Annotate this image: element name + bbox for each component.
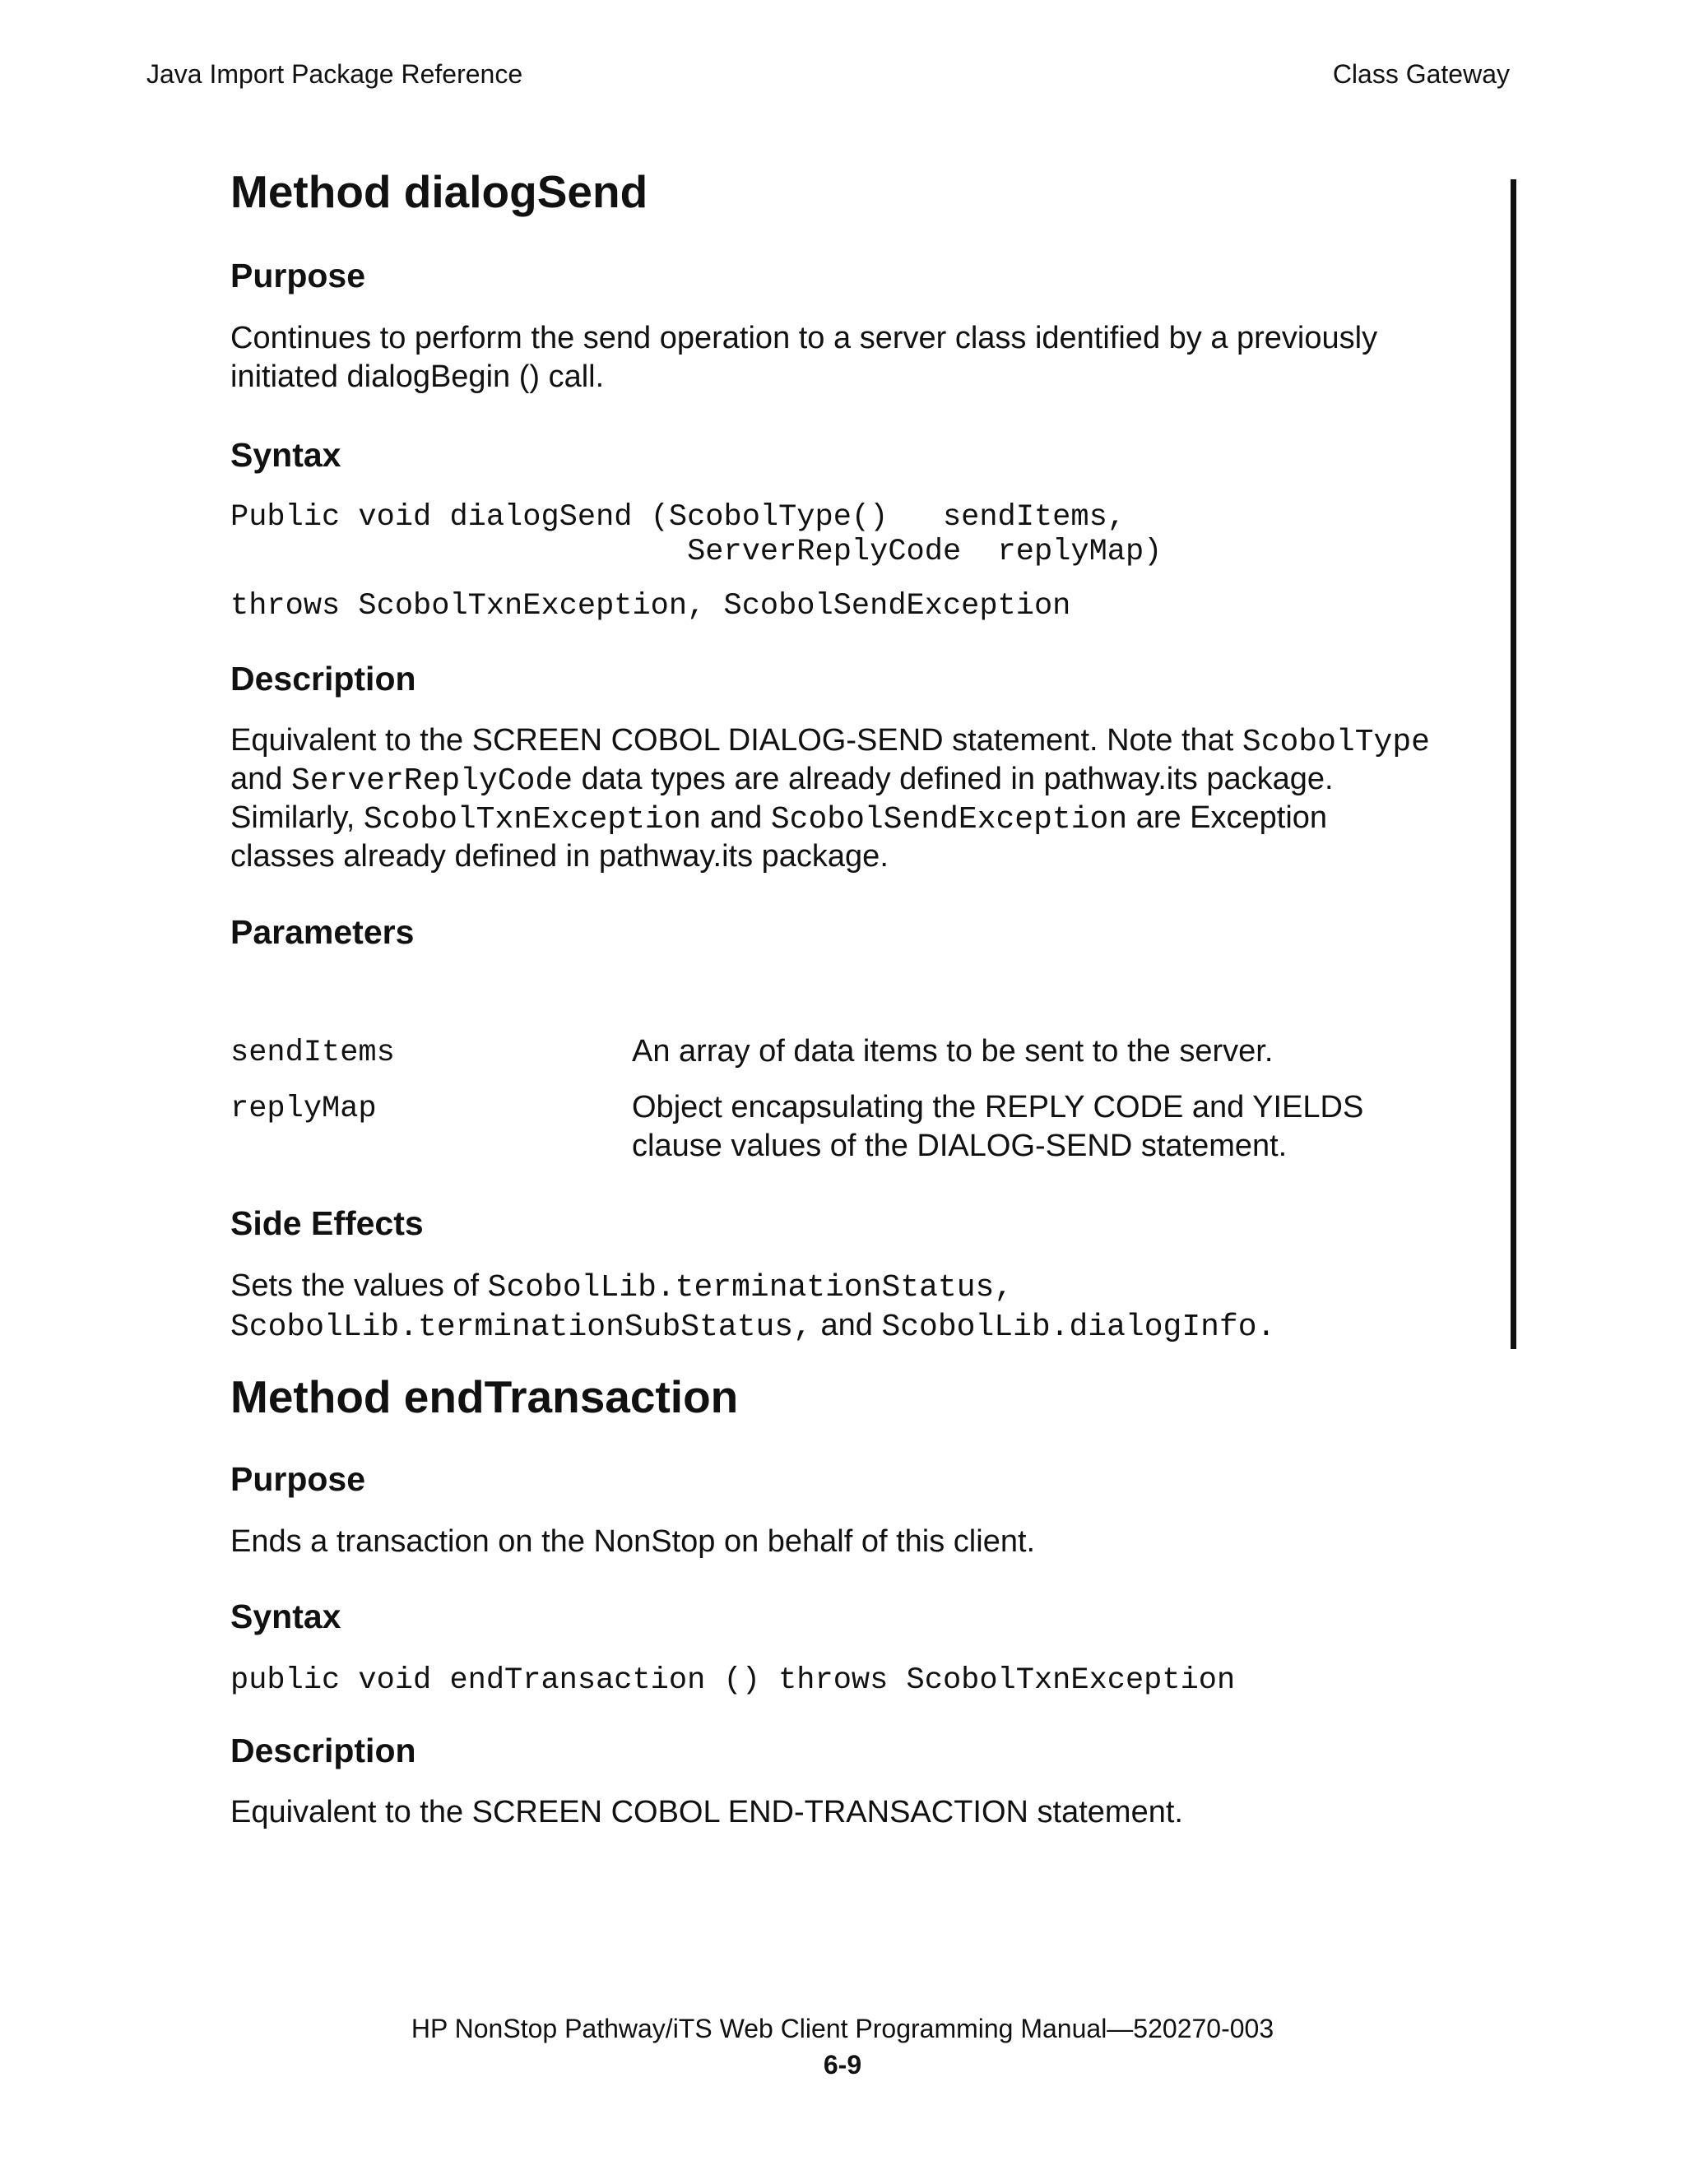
syntax-heading-endtransaction: Syntax <box>230 1597 341 1635</box>
code-scoboltxnexception: ScobolTxnException <box>363 802 702 837</box>
purpose-text-line2: initiated dialogBegin () call. <box>230 359 605 394</box>
description-text-endtransaction: Equivalent to the SCREEN COBOL END-TRANSACTION statement. <box>230 1795 1183 1829</box>
footer-page-number: 6-9 <box>823 2050 862 2080</box>
param-name-replymap: replyMap <box>230 1092 377 1126</box>
param-name-senditems: sendItems <box>230 1036 395 1070</box>
side-effects-line1: Sets the values of ScobolLib.terminationStatus, <box>230 1268 1014 1305</box>
code-scoboltype: ScobolType <box>1242 725 1430 760</box>
code-terminationstatus: ScobolLib.terminationStatus <box>487 1270 995 1305</box>
code-serverreplycode: ServerReplyCode <box>290 763 573 799</box>
syntax-code-line3: throws ScobolTxnException, ScobolSendException <box>230 589 1071 624</box>
syntax-heading: Syntax <box>230 436 341 474</box>
purpose-heading: Purpose <box>230 257 366 294</box>
param-desc-senditems: An array of data items to be sent to the server. <box>632 1034 1274 1069</box>
syntax-code-endtransaction: public void endTransaction () throws ScobolTxnException <box>230 1663 1236 1698</box>
code-scobolsendexception: ScobolSendException <box>770 802 1128 837</box>
purpose-heading-endtransaction: Purpose <box>230 1460 366 1498</box>
description-line3: Similarly, ScobolTxnException and ScobolSendException are Exception <box>230 800 1328 837</box>
description-line4: classes already defined in pathway.its package. <box>230 839 889 874</box>
description-heading-endtransaction: Description <box>230 1732 416 1769</box>
running-header-right: Class Gateway <box>1332 59 1510 89</box>
code-terminationsubstatus: ScobolLib.terminationSubStatus, <box>230 1310 812 1345</box>
code-dialoginfo: ScobolLib.dialogInfo <box>881 1310 1257 1345</box>
syntax-code-line2: ServerReplyCode replyMap) <box>230 535 1163 569</box>
footer-manual-title: HP NonStop Pathway/iTS Web Client Programming Manual—520270-003 <box>411 2014 1274 2043</box>
description-line2: and ServerReplyCode data types are already defined in pathway.its package. <box>230 762 1334 799</box>
side-effects-line2: ScobolLib.terminationSubStatus, and ScobolLib.dialogInfo. <box>230 1308 1276 1345</box>
description-line1: Equivalent to the SCREEN COBOL DIALOG-SEND statement. Note that ScobolType <box>230 723 1430 760</box>
param-desc-replymap-line2: clause values of the DIALOG-SEND statement. <box>632 1129 1288 1163</box>
running-header-left: Java Import Package Reference <box>146 59 523 89</box>
param-desc-replymap-line1: Object encapsulating the REPLY CODE and YIELDS <box>632 1090 1364 1124</box>
side-effects-heading: Side Effects <box>230 1204 424 1242</box>
change-bar <box>1511 179 1516 1349</box>
purpose-text-endtransaction: Ends a transaction on the NonStop on behalf of this client. <box>230 1524 1036 1559</box>
section-title-dialogsend: Method dialogSend <box>230 166 648 217</box>
section-title-endtransaction: Method endTransaction <box>230 1371 739 1422</box>
parameters-heading: Parameters <box>230 913 415 951</box>
description-heading: Description <box>230 660 416 698</box>
syntax-code-line1: Public void dialogSend (ScobolType() sendItems, <box>230 500 1126 535</box>
purpose-text-line1: Continues to perform the send operation to a server class identified by a previously <box>230 321 1378 355</box>
